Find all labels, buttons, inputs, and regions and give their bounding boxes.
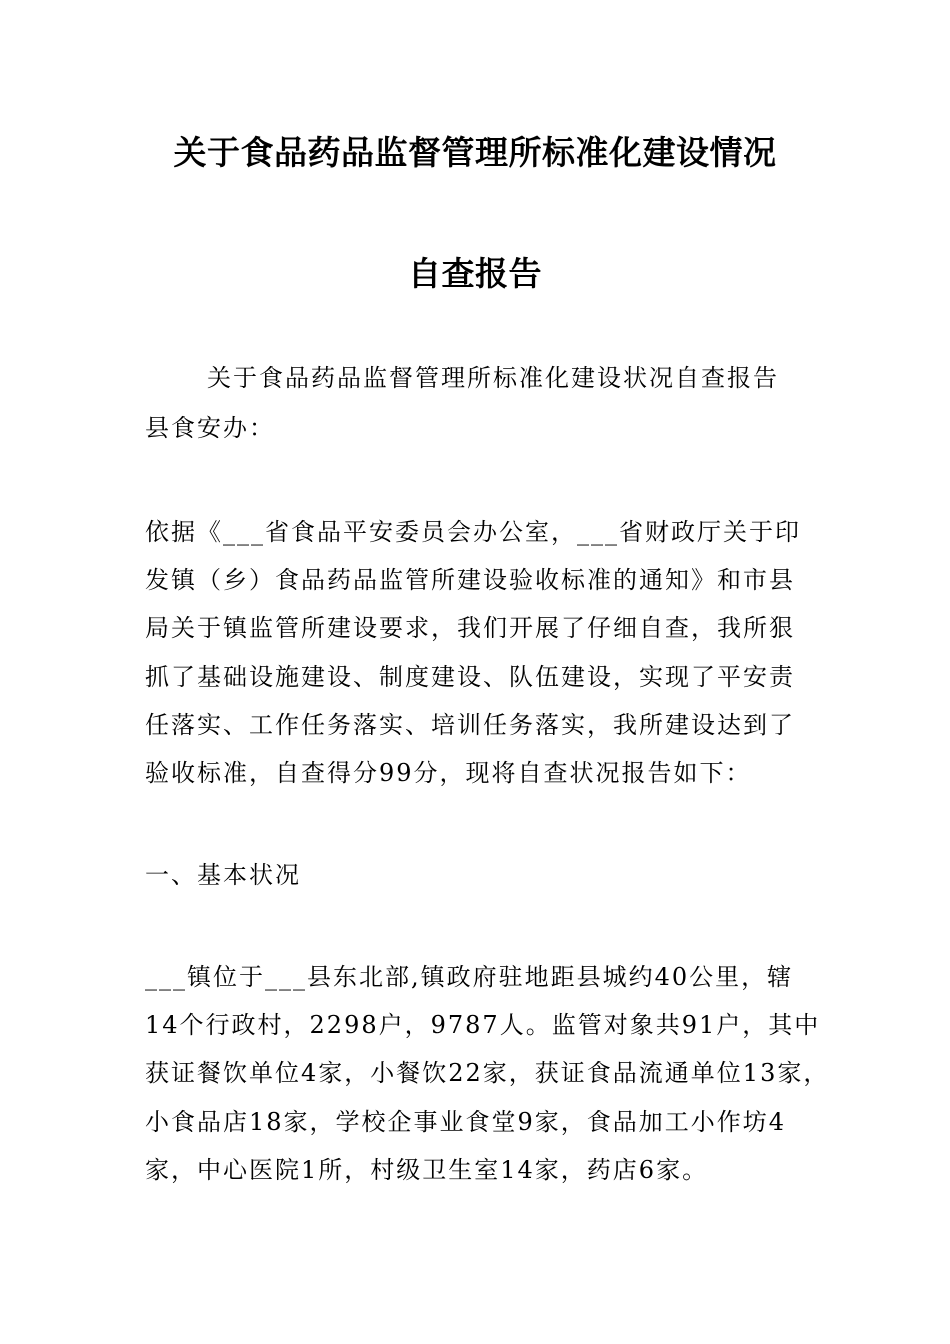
- paragraph-line: 发镇（乡）食品药品监管所建设验收标准的通知》和市县: [145, 566, 795, 595]
- paragraph-line: 依据《___省食品平安委员会办公室，___省财政厅关于印: [145, 518, 801, 546]
- addressee: 县食安办：: [145, 414, 275, 442]
- paragraph-line: 小食品店18家，学校企事业食堂9家，食品加工小作坊4: [145, 1107, 787, 1136]
- paragraph-line: 验收标准，自查得分99分，现将自查状况报告如下：: [145, 759, 752, 788]
- paragraph-basis: [145, 508, 825, 797]
- paragraph-line: 14个行政村，2298户，9787人。监管对象共91户，其中: [145, 1011, 821, 1040]
- report-subtitle: 关于食品药品监督管理所标准化建设状况自查报告: [207, 364, 779, 392]
- section-heading-basic-situation: 一、基本状况: [145, 861, 301, 889]
- paragraph-line: 家，中心医院1所，村级卫生室14家，药店6家。: [145, 1155, 709, 1184]
- paragraph-line: 抓了基础设施建设、制度建设、队伍建设，实现了平安责: [145, 662, 795, 691]
- document-title-line-1: 关于食品药品监督管理所标准化建设情况: [173, 133, 777, 172]
- paragraph-line: 任落实、工作任务落实、培训任务落实，我所建设达到了: [145, 710, 795, 739]
- paragraph-basic-situation: [145, 953, 830, 1194]
- paragraph-line: ___镇位于___县东北部,镇政府驻地距县城约40公里，辖: [145, 963, 794, 991]
- paragraph-line: 局关于镇监管所建设要求，我们开展了仔细自查，我所狠: [145, 614, 795, 643]
- paragraph-line: 获证餐饮单位4家，小餐饮22家，获证食品流通单位13家，: [145, 1059, 830, 1088]
- document-title-line-2: 自查报告: [408, 254, 542, 293]
